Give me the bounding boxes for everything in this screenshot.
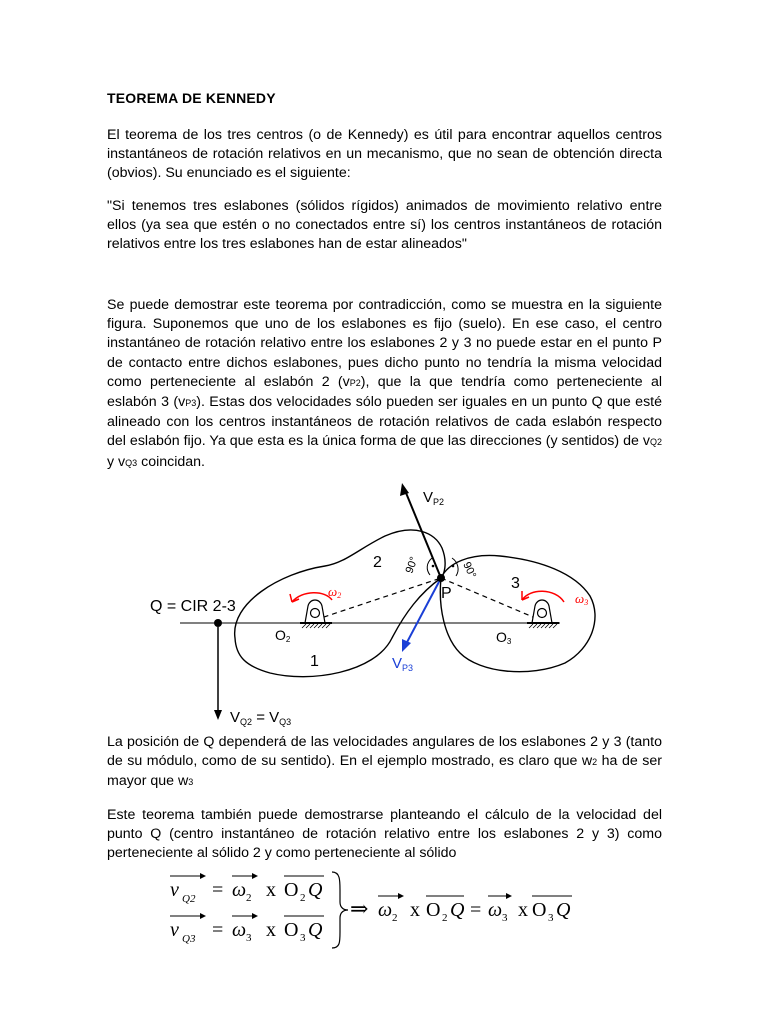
p3-part-a: Se puede demostrar este teorema por contradicción, como se muestra en la siguiente figura. Suponemos que uno de los eslabones es fijo (suelo). En ese caso, el centro instantáneo de rotación relativo entre los eslabones 2 y 3 no puede estar en el punto P de contacto entre dichos eslabones, pues dicho punto no tendría la misma velocidad como perteneciente al eslabón 2 (v [107,297,662,390]
svg-text:v: v [170,879,179,901]
svg-text:2: 2 [246,892,252,904]
o2-label: O2 [275,627,291,644]
svg-text:ω: ω [488,899,503,921]
svg-text:Q: Q [308,919,323,941]
svg-text:ω: ω [232,919,247,941]
equation-vq3 [170,913,324,945]
svg-text:O: O [284,879,299,901]
omega-2-arrowhead [290,594,299,602]
paragraph-intro-text: El teorema de los tres centros (o de Kennedy) es útil para encontrar aquellos centros instantáneos de rotación relativos en un mecanismo, que no sean de obtención directa (obvios). Su enunciado es el siguiente: [107,127,662,182]
vp2-label: $V_{P2}$ [423,489,445,507]
svg-text:ω: ω [378,899,393,921]
svg-text:Q: Q [450,899,465,921]
p3-sub-p2: P2 [349,377,361,388]
svg-text:x: x [266,919,276,941]
o3-label: O3 [496,629,512,646]
svg-text:O: O [426,899,441,921]
p3-sub-p3: P3 [185,398,197,409]
svg-text:Q: Q [308,879,323,901]
svg-text:Q: Q [556,899,571,921]
p3-part-e: coincidan. [137,453,205,470]
svg-text:3: 3 [548,912,554,924]
svg-text:ω: ω [232,879,247,901]
svg-text:x: x [266,879,276,901]
p3-part-c: ). Estas dos velocidades sólo pueden ser iguales en un punto Q que esté alineado con los centros instantáneos de rotación relativos de cada eslabón respecto del eslabón fijo. Ya que esta es la única forma de que las direcciones (y sentidos) de v [107,394,662,450]
paragraph-alternative-text: Este teorema también puede demostrarse planteando el cálculo de la velocidad del punto Q (centro instantáneo de rotación relativo entre los eslabones 2 y 3) como perteneciente al sólido 2 y como perteneciente al sólido [107,807,662,862]
p3-sub-q3: Q3 [125,457,138,468]
svg-text:x: x [410,899,420,921]
body-2-outline [235,530,445,677]
pivot-o3 [527,600,559,628]
body-1-label: 1 [310,653,319,670]
pivot-o2 [300,600,332,628]
svg-text:3: 3 [246,932,252,944]
angle-label-2: 90° [460,560,479,581]
svg-text:=: = [470,899,482,921]
point-p-label: P [441,585,452,602]
svg-text:2: 2 [300,892,306,904]
svg-text:x: x [518,899,528,921]
svg-text:O: O [532,899,547,921]
omega-2-label: ω2 [328,584,342,600]
svg-text:Q2: Q2 [182,893,196,905]
kennedy-figure [130,478,650,728]
svg-text:Q3: Q3 [182,933,196,945]
svg-text:=: = [212,919,224,941]
svg-text:⇒: ⇒ [350,896,369,921]
svg-text:O: O [284,919,299,941]
vq-arrowhead [214,710,222,720]
paragraph-statement-text: "Si tenemos tres eslabones (sólidos rígidos) animados de movimiento relativo entre ellos (ya sea que estén o no conectados entre sí) los centros instantáneos de rotación relativos entre los tres eslabones han de estar alineados" [107,198,662,253]
svg-text:2: 2 [392,912,398,924]
svg-text:v: v [170,919,179,941]
svg-text:=: = [212,879,224,901]
p4-sub-3: 3 [188,777,194,788]
p3-part-b: ), que la que tendría como perteneciente al eslabón 3 (v [107,373,663,411]
paragraph-position-q [107,733,662,793]
document-title: TEOREMA DE KENNEDY [107,90,276,106]
body-2-label: 2 [373,554,382,571]
svg-text:3: 3 [502,912,508,924]
vp3-label: $V_{P3}$ [392,655,414,673]
vp2-arrowhead [400,483,409,496]
svg-text:2: 2 [442,912,448,924]
equation-brace [332,872,348,948]
p4-part-b: ha de ser mayor que w [107,753,662,790]
paragraph-intro [107,126,662,184]
angle-label-1: 90° [403,555,421,576]
paragraph-alternative [107,806,662,864]
point-p [437,574,445,582]
equation-vq2 [170,873,324,905]
body-3-label: 3 [511,575,520,592]
equation-combined [350,893,572,924]
omega-3-label: ω3 [575,591,589,607]
p4-part-a: La posición de Q dependerá de las velocidades angulares de los eslabones 2 y 3 (tanto de su módulo, como de su sentido). En el ejemplo mostrado, es claro que w [107,734,662,770]
paragraph-statement [107,197,662,255]
right-angle-mark-1 [427,558,432,575]
paragraph-demonstration [107,296,662,473]
p3-part-d: y v [107,453,126,470]
vq-label: $V_{Q2} = V_{Q3}$ [230,709,292,727]
p4-sub-2: 2 [592,757,598,768]
body-3-outline [440,555,595,671]
q-cir-label: Q = CIR 2-3 [150,598,236,615]
svg-text:3: 3 [300,932,306,944]
velocity-equations [160,866,580,956]
vp3-arrowhead [402,639,411,652]
p3-sub-q2: Q2 [649,437,662,448]
point-q [214,619,222,627]
